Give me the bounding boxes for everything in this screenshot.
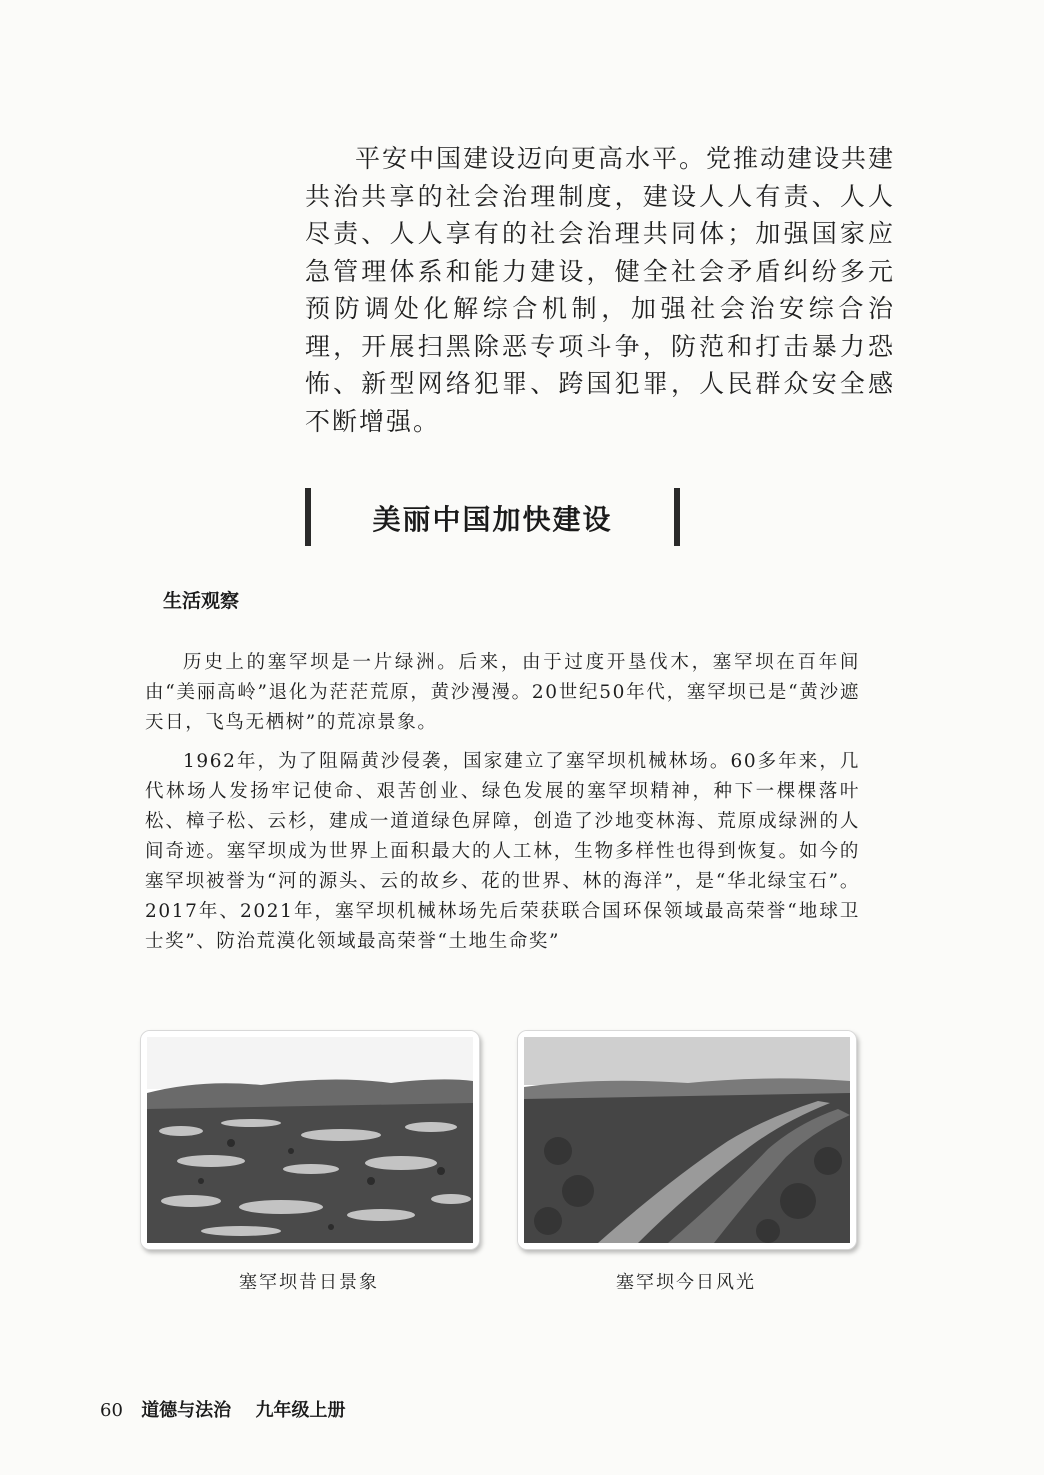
observation-paragraph-2: 1962年，为了阻隔黄沙侵袭，国家建立了塞罕坝机械林场。60多年来，几代林场人发扬牢记使命、艰苦创业、绿色发展的塞罕坝精神，种下一棵棵落叶松、樟子松、云杉，建成一道道绿色屏障，创造了沙地变林海、荒原成绿洲的人间奇迹。塞罕坝成为世界上面积最大的人工林，生物多样性也得到恢复。如今的塞罕坝被誉为“河的源头、云的故乡、花的世界、林的海洋”，是“华北绿宝石”。2017年、2021年，塞罕坝机械林场先后荣获联合国环保领域最高荣誉“地球卫士奖”、防治荒漠化领域最高荣誉“土地生命奖” [145,751,860,952]
intro-paragraph: 平安中国建设迈向更高水平。党推动建设共建共治共享的社会治理制度，建设人人有责、人人尽责、人人享有的社会治理共同体；加强国家应急管理体系和能力建设，健全社会矛盾纠纷多元预防调处化解综合机制，加强社会治安综合治理，开展扫黑除恶专项斗争，防范和打击暴力恐怖、新型网络犯罪、跨国犯罪，人民群众安全感不断增强。 [305,144,896,436]
footer-book: 九年级上册 [255,1400,346,1421]
page-number: 60 [100,1400,123,1421]
observation-text [145,648,860,966]
title-bar-left [305,488,311,546]
section-heading: 美丽中国加快建设 [372,503,613,536]
photo-past-landscape [140,1030,480,1250]
photo-present-caption: 塞罕坝今日风光 [616,1272,756,1293]
footer-subject: 道德与法治 [141,1400,232,1421]
title-bar-right [674,488,680,546]
subhead-life-observation: 生活观察 [163,590,240,612]
page-footer [100,1396,345,1422]
section-title [305,488,680,548]
photo-past-caption: 塞罕坝昔日景象 [239,1272,379,1293]
photo-present-landscape [517,1030,857,1250]
observation-paragraph-1: 历史上的塞罕坝是一片绿洲。后来，由于过度开垦伐木，塞罕坝在百年间由“美丽高岭”退化为茫茫荒原，黄沙漫漫。20世纪50年代，塞罕坝已是“黄沙遮天日，飞鸟无栖树”的荒凉景象。 [145,652,860,733]
